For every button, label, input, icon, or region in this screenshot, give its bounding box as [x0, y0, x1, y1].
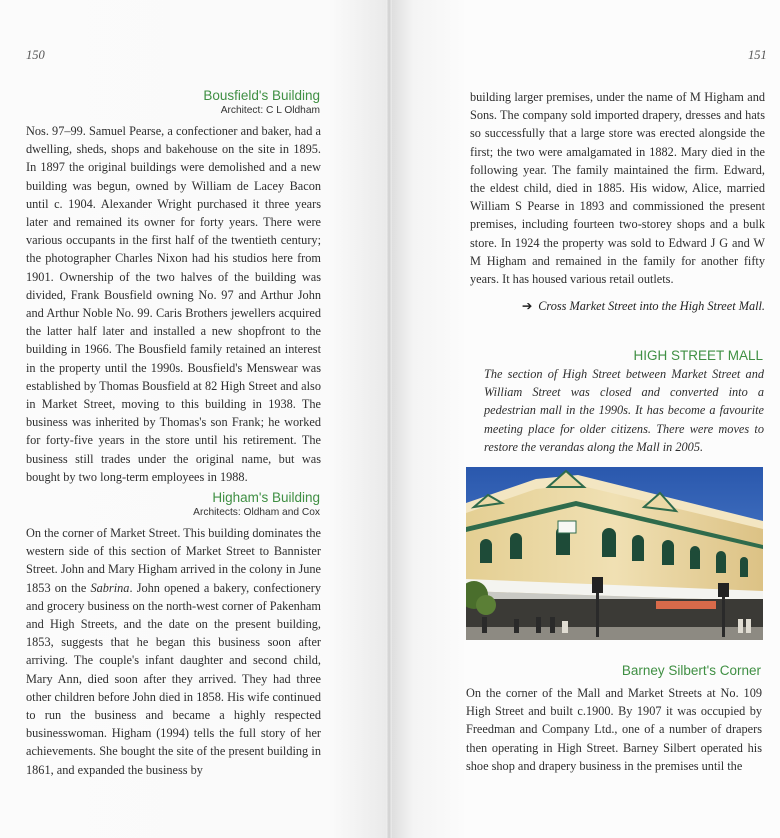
building-photo [466, 467, 763, 640]
arrow-right-icon: ➔ [521, 299, 533, 313]
higham-paragraph [26, 524, 321, 779]
direction-note [470, 299, 765, 314]
mall-heading: HIGH STREET MALL [633, 348, 763, 363]
page-number-right: 151 [748, 48, 767, 62]
bousfield-architect: Architect: C L Oldham [220, 105, 320, 116]
book-gutter [386, 0, 392, 838]
higham-architect: Architects: Oldham and Cox [193, 507, 320, 518]
higham-heading: Higham's Building [212, 490, 320, 505]
bousfield-heading: Bousfield's Building [203, 88, 320, 103]
bousfield-paragraph: Nos. 97–99. Samuel Pearse, a confectioner and baker, had a dwelling, sheds, shops and bakehouse on the site in 1895. In 1897 the original buildings were demolished and a new building was begun, owned by William de Lacey Bacon until c. 1904. Alexander Wright purchased it three years later and remained its owner for forty years. There were various occupants in the first half of the twentieth century; the photographer Charles Nixon had his studios here from 1901. Ownership of the two halves of the building was divided, Frank Bousfield owning No. 97 and Arthur John and Arthur Noble No. 99. Caris Brothers jewellers acquired the latter half later and installed a new shopfront to the building in 1966. The Bousfield family retained an interest in the property until the 1990s. Bousfield's Menswear was established by Thomas Bousfield at 82 High Street and also in Market Street, moving to this building in 1938. The business was inherited by Thomas's son Frank; he worked for forty-five years in the store until his retirement. The business still trades under the original name, but was bought by two long-term employees in 1988. [26, 124, 321, 484]
mall-description: The section of High Street between Market Street and William Street was closed and converted into a pedestrian mall in the 1990s. It has become a favourite meeting place for older citizens. There were moves to restore the verandas along the Mall in 2005. [484, 367, 764, 454]
higham-continued-paragraph: building larger premises, under the name of M Higham and Sons. The company sold imported drapery, dresses and hats so successfully that a large store was erected alongside the first; the two were amalgamated in 1882. Mary died in the following year. The family maintained the firm. Edward, the eldest child, died in 1885. His widow, Alice, married William S Pearse in 1893 and commissioned the present premises, including fourteen two-storey shops and a bulk store. In 1924 the property was sold to Edward J G and W M Higham and remained in the family for another fifty years. It has housed various retail outlets. [470, 90, 765, 287]
higham-text-part1: On the corner of Market Street. This building dominates the western side of this section of Market Street to Bannister Street. John and Mary Higham arrived in the colony in June 1853 on the [26, 526, 321, 595]
higham-text-part2: . John opened a bakery, confectionery and grocery business on the north-west corner of Pakenham and High Streets, and the date on the present building, 1853, suggests that he began this business soon after arriving. The couple's infant daughter and second child, Mary Ann, died soon after they arrived. They had three other children before John died in 1858. His wife continued to run the business and became a highly respected businesswoman. Higham (1994) tells the full story of her achievements. She bought the site of the present building in 1861, and expanded the business by [26, 580, 321, 777]
barney-heading: Barney Silbert's Corner [621, 663, 761, 678]
direction-text: Cross Market Street into the High Street Mall. [538, 299, 765, 313]
page-number-left: 150 [26, 48, 45, 62]
barney-paragraph: On the corner of the Mall and Market Streets at No. 109 High Street and built c.1900. By 1907 it was occupied by Freedman and Company Ltd., one of a number of drapers then operating in High Street. Barney Silbert operated his shoe shop and drapery business in the premises until the [466, 686, 762, 773]
ship-name: Sabrina [90, 580, 130, 595]
